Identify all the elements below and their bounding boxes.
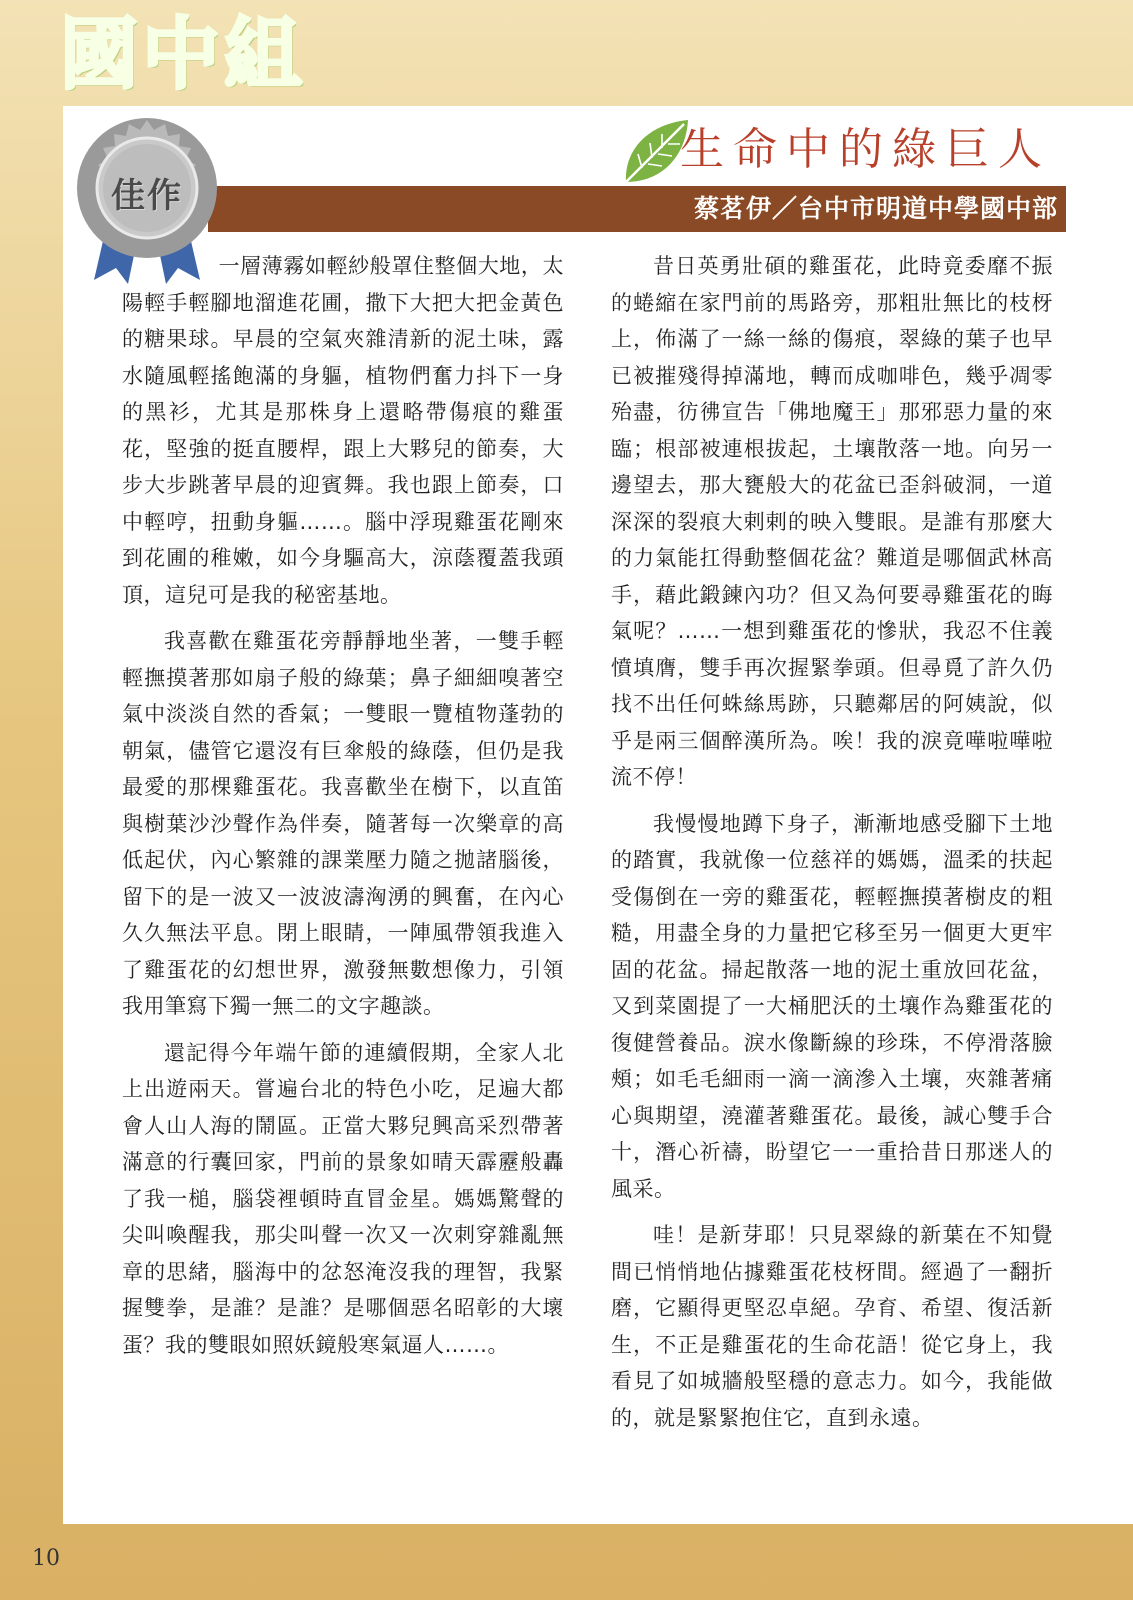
paragraph: 我慢慢地蹲下身子，漸漸地感受腳下土地的踏實，我就像一位慈祥的媽媽，溫柔的扶起受傷倒在一旁的雞蛋花，輕輕撫摸著樹皮的粗糙，用盡全身的力量把它移至另一個更大更牢固的花盆。掃起散落一地的泥土重放回花盆，又到菜園提了一大桶肥沃的土壤作為雞蛋花的復健營養品。淚水像斷線的珍珠，不停滑落臉頰；如毛毛細雨一滴一滴滲入土壤，夾雜著痛心與期望，澆灌著雞蛋花。最後，誠心雙手合十，潛心祈禱，盼望它一一重拾昔日那迷人的風采。 bbox=[611, 811, 1053, 1201]
page-number: 10 bbox=[32, 1546, 60, 1571]
paragraph: 昔日英勇壯碩的雞蛋花，此時竟委靡不振的蜷縮在家門前的馬路旁，那粗壯無比的枝枒上，佈滿了一絲一絲的傷痕，翠綠的葉子也早已被摧殘得掉滿地，轉而成咖啡色，幾乎凋零殆盡，彷彿宣告「佛地魔王」那邪惡力量的來臨；根部被連根拔起，土壤散落一地。向另一邊望去，那大甕般大的花盆已歪斜破洞，一道深深的裂痕大剌剌的映入雙眼。是誰有那麼大的力氣能扛得動整個花盆？難道是哪個武林高手，藉此鍛鍊內功？但又為何要尋雞蛋花的晦氣呢？……一想到雞蛋花的慘狀，我忍不住義憤填膺，雙手再次握緊拳頭。但尋覓了許久仍找不出任何蛛絲馬跡，只聽鄰居的阿姨說，似乎是兩三個醉漢所為。唉！我的淚竟嘩啦嘩啦流不停！ bbox=[611, 254, 1053, 789]
badge-label: 佳作 bbox=[111, 176, 183, 216]
paragraph: 哇！是新芽耶！只見翠綠的新葉在不知覺間已悄悄地佔據雞蛋花枝枒間。經過了一翻折磨，它顯得更堅忍卓絕。孕育、希望、復活新生，不正是雞蛋花的生命花語！從它身上，我看見了如城牆般堅穩的意志力。如今，我能做的，就是緊緊抱住它，直到永遠。 bbox=[611, 1223, 1053, 1430]
grade-title: 國中組 bbox=[60, 10, 307, 100]
paragraph: 還記得今年端午節的連續假期，全家人北上出遊兩天。嘗遍台北的特色小吃，足遍大都會人山人海的鬧區。正當大夥兒興高采烈帶著滿意的行囊回家，門前的景象如晴天霹靂般轟了我一槌，腦袋裡頓時直冒金星。媽媽驚聲的尖叫喚醒我，那尖叫聲一次又一次刺穿雜亂無章的思緒，腦海中的忿怒淹沒我的理智，我緊握雙拳，是誰？是誰？是哪個惡名昭彰的大壞蛋？我的雙眼如照妖鏡般寒氣逼人……。 bbox=[122, 1040, 564, 1357]
article-title: 生命中的綠巨人 bbox=[680, 124, 1051, 175]
paragraph: 我喜歡在雞蛋花旁靜靜地坐著，一雙手輕輕撫摸著那如扇子般的綠葉；鼻子細細嗅著空氣中淡淡自然的香氣；一雙眼一覽植物蓬勃的朝氣，儘管它還沒有巨傘般的綠蔭，但仍是我最愛的那棵雞蛋花。我喜歡坐在樹下，以直笛與樹葉沙沙聲作為伴奏，隨著每一次樂章的高低起伏，內心繁雜的課業壓力隨之拋諸腦後，留下的是一波又一波波濤洶湧的興奮，在內心久久無法平息。閉上眼睛，一陣風帶領我進入了雞蛋花的幻想世界，激發無數想像力，引領我用筆寫下獨一無二的文字趣談。 bbox=[122, 629, 564, 1018]
left-column bbox=[122, 248, 564, 1373]
right-column bbox=[611, 248, 1053, 1446]
paragraph: 一層薄霧如輕紗般罩住整個大地，太陽輕手輕腳地溜進花圃，撒下大把大把金黃色的糖果球。早晨的空氣夾雜清新的泥土味，露水隨風輕搖飽滿的身軀，植物們奮力抖下一身的黑衫，尤其是那株身上還略帶傷痕的雞蛋花，堅強的挺直腰桿，跟上大夥兒的節奏，大步大步跳著早晨的迎賓舞。我也跟上節奏，口中輕哼，扭動身軀……。腦中浮現雞蛋花剛來到花圃的稚嫩，如今身驅高大，涼蔭覆蓋我頭頂，這兒可是我的秘密基地。 bbox=[122, 254, 564, 607]
author-line: 蔡茗伊／台中市明道中學國中部 bbox=[693, 194, 1058, 223]
